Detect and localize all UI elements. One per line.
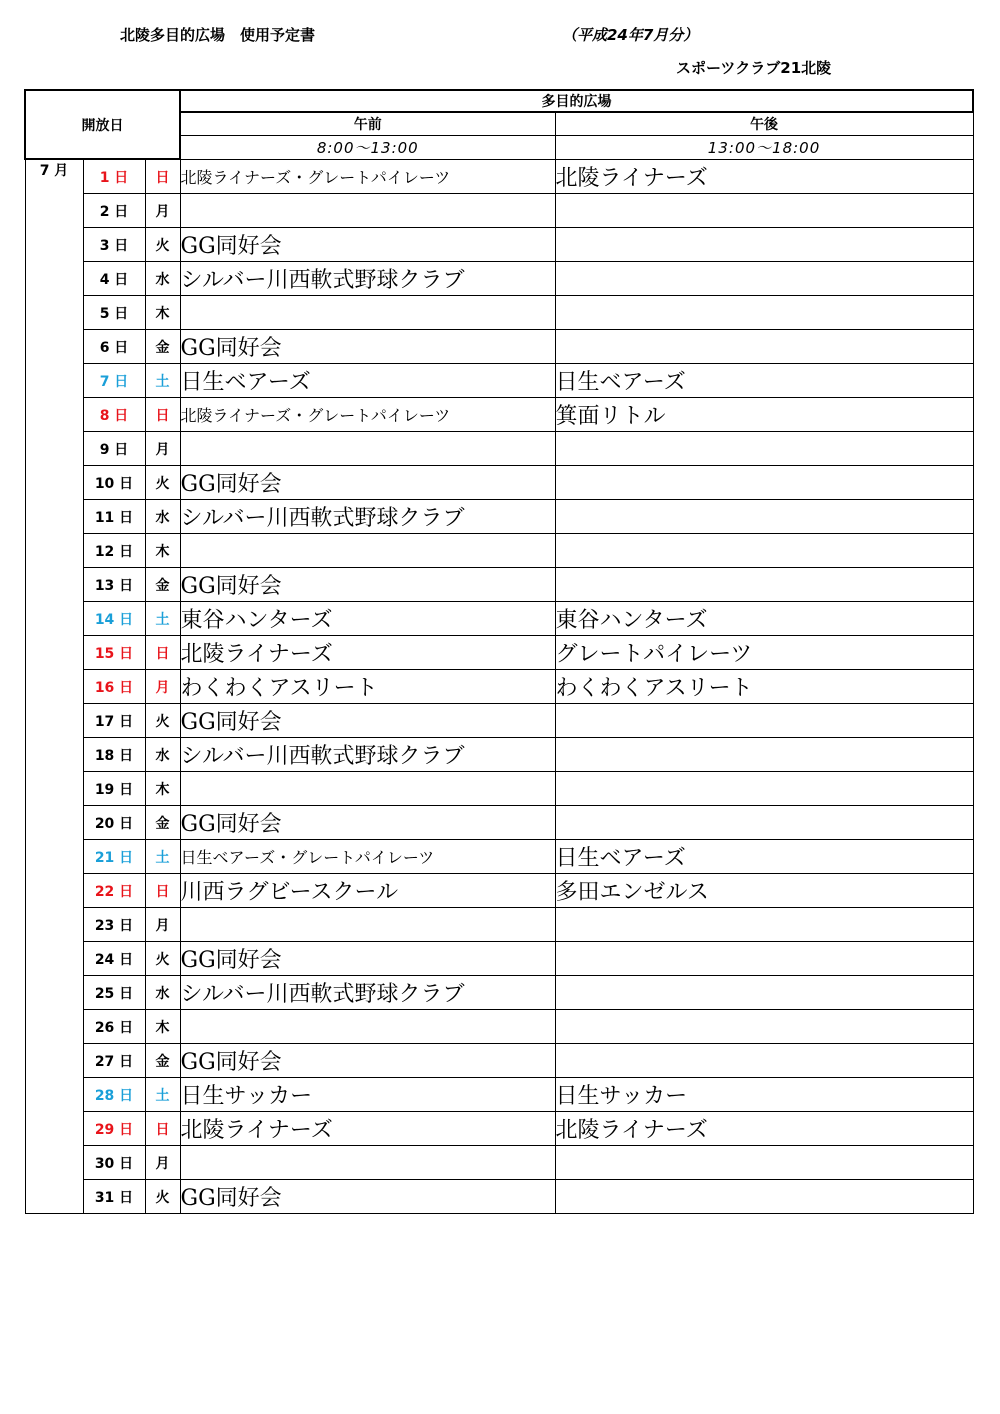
pm-booking-cell: わくわくアスリート bbox=[555, 670, 973, 704]
weekday-cell: 水 bbox=[145, 262, 180, 296]
day-cell: 24 日 bbox=[83, 942, 145, 976]
table-row bbox=[25, 636, 973, 670]
pm-booking-cell: 東谷ハンターズ bbox=[555, 602, 973, 636]
am-booking-cell: GG同好会 bbox=[180, 568, 555, 602]
weekday-cell: 金 bbox=[145, 568, 180, 602]
am-booking-cell: 日生サッカー bbox=[180, 1078, 555, 1112]
schedule-table bbox=[24, 89, 974, 1214]
weekday-cell: 月 bbox=[145, 1146, 180, 1180]
am-booking-cell: 日生ベアーズ bbox=[180, 364, 555, 398]
weekday-cell: 日 bbox=[145, 1112, 180, 1146]
pm-booking-cell: 多田エンゼルス bbox=[555, 874, 973, 908]
am-booking-cell bbox=[180, 1146, 555, 1180]
open-day-header: 開放日 bbox=[25, 90, 180, 159]
day-cell: 22 日 bbox=[83, 874, 145, 908]
table-row bbox=[25, 908, 973, 942]
am-booking-cell: シルバー川西軟式野球クラブ bbox=[180, 262, 555, 296]
weekday-cell: 火 bbox=[145, 704, 180, 738]
day-cell: 15 日 bbox=[83, 636, 145, 670]
pm-booking-cell: グレートパイレーツ bbox=[555, 636, 973, 670]
table-row bbox=[25, 1078, 973, 1112]
day-cell: 30 日 bbox=[83, 1146, 145, 1180]
am-booking-cell: シルバー川西軟式野球クラブ bbox=[180, 738, 555, 772]
day-cell: 27 日 bbox=[83, 1044, 145, 1078]
weekday-cell: 金 bbox=[145, 806, 180, 840]
table-row bbox=[25, 738, 973, 772]
am-booking-cell: 北陵ライナーズ bbox=[180, 636, 555, 670]
table-row bbox=[25, 432, 973, 466]
day-cell: 31 日 bbox=[83, 1180, 145, 1214]
weekday-cell: 土 bbox=[145, 364, 180, 398]
am-booking-cell bbox=[180, 534, 555, 568]
pm-booking-cell: 日生ベアーズ bbox=[555, 364, 973, 398]
table-row bbox=[25, 1044, 973, 1078]
pm-booking-cell bbox=[555, 704, 973, 738]
month-cell: 7 月 bbox=[25, 159, 83, 1214]
table-row bbox=[25, 398, 973, 432]
weekday-cell: 木 bbox=[145, 296, 180, 330]
day-cell: 2 日 bbox=[83, 194, 145, 228]
table-row bbox=[25, 874, 973, 908]
pm-booking-cell bbox=[555, 908, 973, 942]
pm-booking-cell bbox=[555, 976, 973, 1010]
pm-booking-cell bbox=[555, 262, 973, 296]
organization-name: スポーツクラブ21北陵 bbox=[676, 59, 832, 77]
am-booking-cell: シルバー川西軟式野球クラブ bbox=[180, 976, 555, 1010]
weekday-cell: 月 bbox=[145, 194, 180, 228]
am-booking-cell: 川西ラグビースクール bbox=[180, 874, 555, 908]
am-booking-cell: GG同好会 bbox=[180, 1180, 555, 1214]
table-row bbox=[25, 262, 973, 296]
pm-booking-cell: 日生サッカー bbox=[555, 1078, 973, 1112]
table-row bbox=[25, 466, 973, 500]
table-row bbox=[25, 159, 973, 194]
day-cell: 20 日 bbox=[83, 806, 145, 840]
table-row bbox=[25, 500, 973, 534]
weekday-cell: 金 bbox=[145, 1044, 180, 1078]
day-cell: 11 日 bbox=[83, 500, 145, 534]
table-row bbox=[25, 194, 973, 228]
am-booking-cell: 東谷ハンターズ bbox=[180, 602, 555, 636]
day-cell: 3 日 bbox=[83, 228, 145, 262]
weekday-cell: 日 bbox=[145, 398, 180, 432]
day-cell: 10 日 bbox=[83, 466, 145, 500]
pm-header: 午後 bbox=[555, 112, 973, 135]
pm-booking-cell bbox=[555, 194, 973, 228]
table-row bbox=[25, 704, 973, 738]
pm-time: 13:00～18:00 bbox=[555, 135, 973, 159]
am-booking-cell: GG同好会 bbox=[180, 466, 555, 500]
day-cell: 23 日 bbox=[83, 908, 145, 942]
day-cell: 14 日 bbox=[83, 602, 145, 636]
am-booking-cell bbox=[180, 908, 555, 942]
weekday-cell: 日 bbox=[145, 874, 180, 908]
am-booking-cell: GG同好会 bbox=[180, 806, 555, 840]
weekday-cell: 日 bbox=[145, 636, 180, 670]
day-cell: 1 日 bbox=[83, 159, 145, 194]
day-cell: 7 日 bbox=[83, 364, 145, 398]
am-booking-cell: GG同好会 bbox=[180, 704, 555, 738]
pm-booking-cell bbox=[555, 568, 973, 602]
am-booking-cell: GG同好会 bbox=[180, 942, 555, 976]
am-booking-cell: 日生ベアーズ・グレートパイレーツ bbox=[180, 840, 555, 874]
day-cell: 25 日 bbox=[83, 976, 145, 1010]
pm-booking-cell: 北陵ライナーズ bbox=[555, 159, 973, 194]
pm-booking-cell: 日生ベアーズ bbox=[555, 840, 973, 874]
am-booking-cell: GG同好会 bbox=[180, 1044, 555, 1078]
pm-booking-cell bbox=[555, 806, 973, 840]
weekday-cell: 水 bbox=[145, 738, 180, 772]
weekday-cell: 土 bbox=[145, 1078, 180, 1112]
weekday-cell: 水 bbox=[145, 976, 180, 1010]
facility-header: 多目的広場 bbox=[180, 90, 973, 112]
am-booking-cell: GG同好会 bbox=[180, 330, 555, 364]
pm-booking-cell bbox=[555, 330, 973, 364]
table-row bbox=[25, 1180, 973, 1214]
table-row bbox=[25, 228, 973, 262]
table-row bbox=[25, 840, 973, 874]
table-row bbox=[25, 602, 973, 636]
pm-booking-cell bbox=[555, 942, 973, 976]
pm-booking-cell bbox=[555, 1180, 973, 1214]
pm-booking-cell bbox=[555, 1010, 973, 1044]
table-row bbox=[25, 670, 973, 704]
day-cell: 13 日 bbox=[83, 568, 145, 602]
am-booking-cell: わくわくアスリート bbox=[180, 670, 555, 704]
pm-booking-cell bbox=[555, 534, 973, 568]
table-row bbox=[25, 568, 973, 602]
weekday-cell: 水 bbox=[145, 500, 180, 534]
pm-booking-cell bbox=[555, 1146, 973, 1180]
am-booking-cell bbox=[180, 296, 555, 330]
day-cell: 12 日 bbox=[83, 534, 145, 568]
pm-booking-cell bbox=[555, 466, 973, 500]
am-booking-cell bbox=[180, 772, 555, 806]
weekday-cell: 木 bbox=[145, 1010, 180, 1044]
table-row bbox=[25, 1146, 973, 1180]
table-row bbox=[25, 976, 973, 1010]
table-row bbox=[25, 1112, 973, 1146]
am-time: 8:00～13:00 bbox=[180, 135, 555, 159]
day-cell: 29 日 bbox=[83, 1112, 145, 1146]
day-cell: 28 日 bbox=[83, 1078, 145, 1112]
table-row bbox=[25, 806, 973, 840]
weekday-cell: 月 bbox=[145, 908, 180, 942]
am-booking-cell bbox=[180, 194, 555, 228]
pm-booking-cell bbox=[555, 738, 973, 772]
weekday-cell: 月 bbox=[145, 432, 180, 466]
weekday-cell: 火 bbox=[145, 466, 180, 500]
weekday-cell: 火 bbox=[145, 942, 180, 976]
day-cell: 16 日 bbox=[83, 670, 145, 704]
am-booking-cell: GG同好会 bbox=[180, 228, 555, 262]
day-cell: 18 日 bbox=[83, 738, 145, 772]
table-row bbox=[25, 296, 973, 330]
pm-booking-cell bbox=[555, 228, 973, 262]
weekday-cell: 火 bbox=[145, 228, 180, 262]
day-cell: 5 日 bbox=[83, 296, 145, 330]
weekday-cell: 土 bbox=[145, 840, 180, 874]
day-cell: 21 日 bbox=[83, 840, 145, 874]
table-row bbox=[25, 534, 973, 568]
am-booking-cell: 北陵ライナーズ bbox=[180, 1112, 555, 1146]
weekday-cell: 木 bbox=[145, 534, 180, 568]
document-period: （平成24年7月分） bbox=[562, 26, 699, 44]
am-booking-cell bbox=[180, 1010, 555, 1044]
am-booking-cell: シルバー川西軟式野球クラブ bbox=[180, 500, 555, 534]
document-title: 北陵多目的広場 使用予定書 bbox=[120, 26, 316, 44]
weekday-cell: 日 bbox=[145, 159, 180, 194]
table-row bbox=[25, 330, 973, 364]
day-cell: 17 日 bbox=[83, 704, 145, 738]
weekday-cell: 金 bbox=[145, 330, 180, 364]
day-cell: 9 日 bbox=[83, 432, 145, 466]
pm-booking-cell bbox=[555, 772, 973, 806]
weekday-cell: 土 bbox=[145, 602, 180, 636]
day-cell: 6 日 bbox=[83, 330, 145, 364]
pm-booking-cell bbox=[555, 1044, 973, 1078]
table-row bbox=[25, 364, 973, 398]
table-row bbox=[25, 1010, 973, 1044]
table-row bbox=[25, 942, 973, 976]
pm-booking-cell bbox=[555, 500, 973, 534]
day-cell: 19 日 bbox=[83, 772, 145, 806]
day-cell: 8 日 bbox=[83, 398, 145, 432]
day-cell: 4 日 bbox=[83, 262, 145, 296]
am-booking-cell: 北陵ライナーズ・グレートパイレーツ bbox=[180, 159, 555, 194]
weekday-cell: 火 bbox=[145, 1180, 180, 1214]
pm-booking-cell: 北陵ライナーズ bbox=[555, 1112, 973, 1146]
pm-booking-cell: 箕面リトル bbox=[555, 398, 973, 432]
am-header: 午前 bbox=[180, 112, 555, 135]
weekday-cell: 木 bbox=[145, 772, 180, 806]
am-booking-cell bbox=[180, 432, 555, 466]
weekday-cell: 月 bbox=[145, 670, 180, 704]
am-booking-cell: 北陵ライナーズ・グレートパイレーツ bbox=[180, 398, 555, 432]
day-cell: 26 日 bbox=[83, 1010, 145, 1044]
table-row bbox=[25, 772, 973, 806]
pm-booking-cell bbox=[555, 432, 973, 466]
pm-booking-cell bbox=[555, 296, 973, 330]
